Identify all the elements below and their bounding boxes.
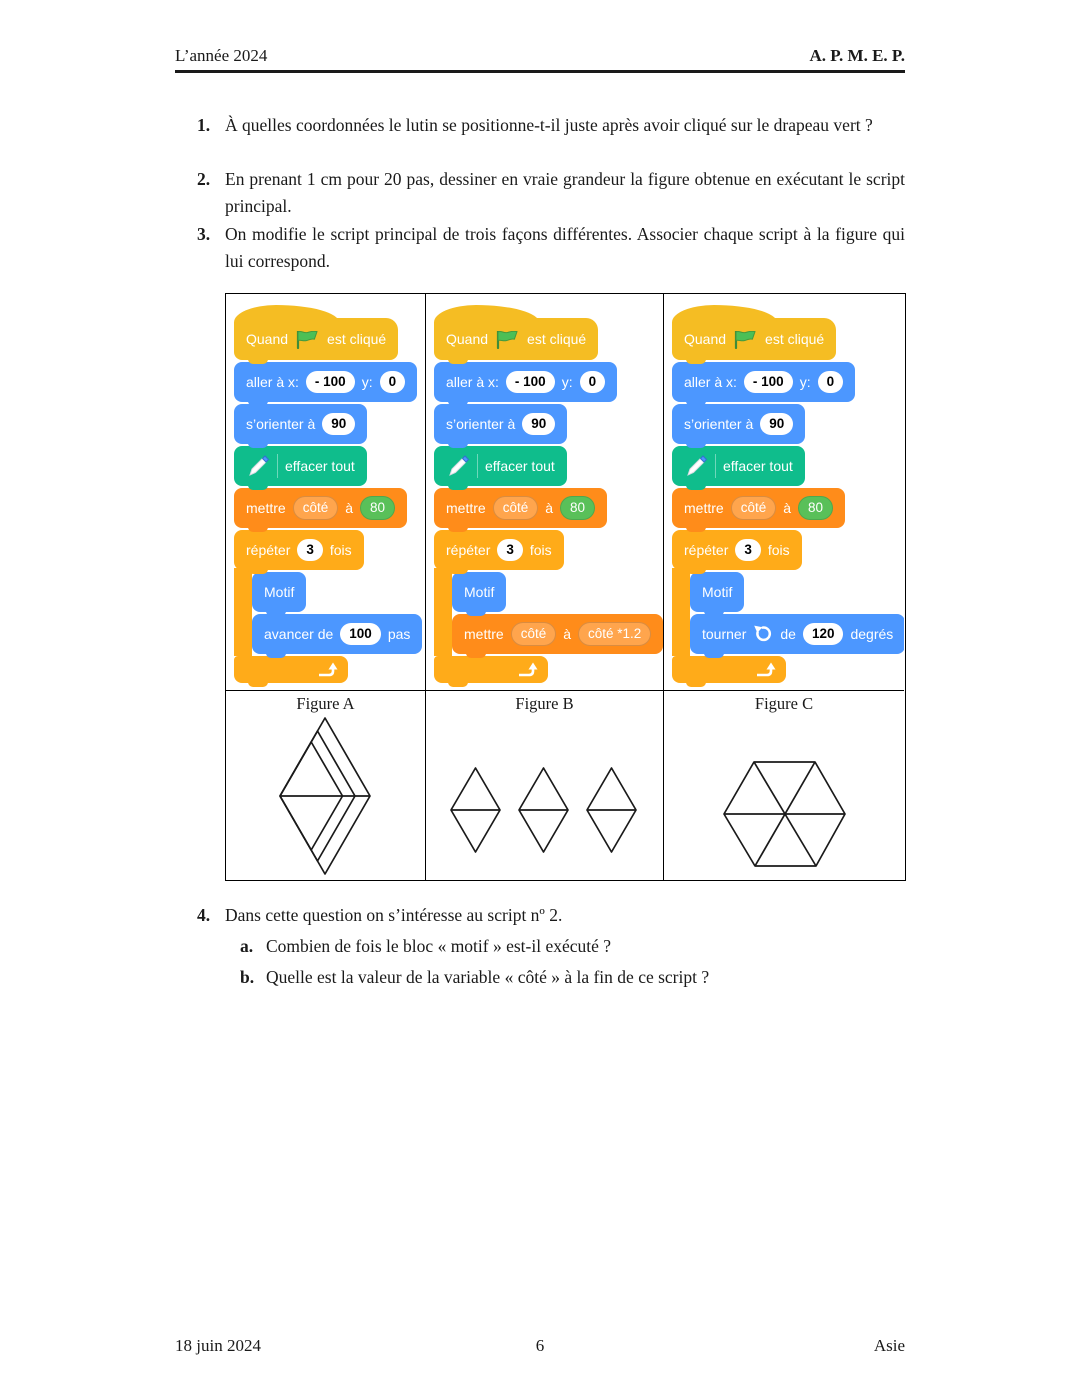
question-number: 4. <box>197 905 211 925</box>
question-number: 2. <box>197 169 211 189</box>
block-motif <box>252 572 306 612</box>
block-motif <box>452 572 506 612</box>
divider <box>477 454 478 478</box>
block-text: Quand <box>246 331 289 347</box>
script-1-cell <box>226 294 425 690</box>
question-1 <box>197 112 905 139</box>
block-text: s’orienter à <box>246 416 316 432</box>
block-repeat-footer <box>234 656 348 683</box>
footer-region: Asie <box>873 1336 905 1355</box>
block-text: de <box>780 626 796 642</box>
value-times: 3 <box>497 539 523 561</box>
value-direction: 90 <box>322 413 355 435</box>
value-x: - 100 <box>506 371 555 393</box>
block-text: Motif <box>264 584 295 600</box>
block-set-variable <box>672 488 845 528</box>
block-repeat-header <box>234 530 364 570</box>
scratch-script-2 <box>434 318 663 683</box>
script-2-cell <box>425 294 663 690</box>
block-erase-all <box>672 446 805 486</box>
block-text: y: <box>799 374 811 390</box>
header-apmep: A. P. M. E. P. <box>809 46 905 65</box>
divider <box>715 454 716 478</box>
block-repeat-header <box>434 530 564 570</box>
block-point-in-direction <box>234 404 367 444</box>
value-direction: 90 <box>760 413 793 435</box>
block-text: mettre <box>446 500 486 516</box>
block-repeat-footer <box>434 656 548 683</box>
block-set-variable <box>234 488 407 528</box>
block-when-flag-clicked <box>234 318 398 360</box>
block-text: à <box>545 500 554 516</box>
loop-arrow-icon <box>754 661 776 678</box>
value-y: 0 <box>818 371 844 393</box>
value-y: 0 <box>380 371 406 393</box>
block-text: effacer tout <box>285 458 355 474</box>
figure-c-drawing <box>664 714 904 878</box>
block-set-variable-expr <box>452 614 663 654</box>
block-go-to-xy <box>434 362 617 402</box>
scratch-script-3 <box>672 318 904 683</box>
block-text: aller à x: <box>246 374 299 390</box>
repeat-body <box>672 570 904 654</box>
block-when-flag-clicked <box>672 318 836 360</box>
block-text: fois <box>767 542 790 558</box>
block-text: est cliqué <box>327 331 387 347</box>
figure-b-cell <box>425 690 663 880</box>
block-text: est cliqué <box>527 331 587 347</box>
block-repeat <box>672 530 904 683</box>
value-direction: 90 <box>522 413 555 435</box>
figure-b-drawing <box>426 714 663 878</box>
question-text: En prenant 1 cm pour 20 pas, dessiner en vraie grandeur la figure obtenue en exécutant le script principal. <box>225 169 905 216</box>
loop-arrow-icon <box>316 661 338 678</box>
block-text: à <box>783 500 792 516</box>
turn-counterclockwise-icon <box>753 624 773 644</box>
block-text: mettre <box>246 500 286 516</box>
scratch-script-1 <box>234 318 425 683</box>
loop-arrow-icon <box>516 661 538 678</box>
question-2 <box>197 166 905 220</box>
block-point-in-direction <box>434 404 567 444</box>
sub-question-text: Quelle est la valeur de la variable « côté » à la fin de ce script ? <box>266 967 710 987</box>
block-text: répéter <box>246 542 291 558</box>
sub-question-letter: a. <box>240 936 254 956</box>
variable-cote: côté <box>731 496 777 520</box>
block-repeat <box>234 530 422 683</box>
block-text: Quand <box>684 331 727 347</box>
block-go-to-xy <box>672 362 855 402</box>
block-text: s’orienter à <box>684 416 754 432</box>
block-text: répéter <box>446 542 491 558</box>
block-repeat-header <box>672 530 802 570</box>
block-text: effacer tout <box>485 458 555 474</box>
green-flag-icon <box>495 330 520 349</box>
value-x: - 100 <box>306 371 355 393</box>
repeat-body <box>434 570 663 654</box>
block-repeat-footer <box>672 656 786 683</box>
footer-page-number: 6 <box>535 1336 545 1355</box>
block-move-steps <box>252 614 422 654</box>
figure-c-label: Figure C <box>754 694 814 713</box>
question-4a <box>240 933 905 960</box>
block-text: aller à x: <box>446 374 499 390</box>
figure-c-cell <box>663 690 904 880</box>
pen-icon <box>684 454 708 478</box>
green-flag-icon <box>733 330 758 349</box>
block-text: mettre <box>684 500 724 516</box>
block-text: aller à x: <box>684 374 737 390</box>
figure-a-label: Figure A <box>296 694 355 713</box>
value-degrees: 120 <box>803 623 844 645</box>
question-number: 1. <box>197 115 211 135</box>
value-x: - 100 <box>744 371 793 393</box>
variable-cote: côté <box>293 496 339 520</box>
question-3 <box>197 221 905 275</box>
value-times: 3 <box>735 539 761 561</box>
sub-question-letter: b. <box>240 967 255 987</box>
expression-cote-times: côté *1.2 <box>578 622 651 646</box>
block-go-to-xy <box>234 362 417 402</box>
variable-cote: côté <box>493 496 539 520</box>
block-point-in-direction <box>672 404 805 444</box>
block-text: y: <box>561 374 573 390</box>
green-flag-icon <box>295 330 320 349</box>
block-text: y: <box>361 374 373 390</box>
block-repeat <box>434 530 663 683</box>
value-times: 3 <box>297 539 323 561</box>
block-text: avancer de <box>264 626 334 642</box>
block-text: degrés <box>850 626 894 642</box>
figure-b-label: Figure B <box>515 694 574 713</box>
script-3-cell <box>663 294 904 690</box>
repeat-body <box>234 570 422 654</box>
block-text: Motif <box>464 584 495 600</box>
value-steps: 100 <box>340 623 381 645</box>
block-text: fois <box>529 542 552 558</box>
block-erase-all <box>234 446 367 486</box>
header-year: L’année 2024 <box>175 46 268 65</box>
question-text: À quelles coordonnées le lutin se positionne-t-il juste après avoir cliqué sur le drapeau vert ? <box>225 115 873 135</box>
block-text: est cliqué <box>765 331 825 347</box>
value-80: 80 <box>798 496 833 520</box>
question-text: On modifie le script principal de trois façons différentes. Associer chaque script à la figure qui lui correspond. <box>225 224 905 271</box>
block-text: à <box>563 626 572 642</box>
block-text: Quand <box>446 331 489 347</box>
value-80: 80 <box>560 496 595 520</box>
variable-cote: côté <box>511 622 557 646</box>
footer-date: 18 juin 2024 <box>175 1336 261 1355</box>
block-erase-all <box>434 446 567 486</box>
block-turn-degrees <box>690 614 904 654</box>
pen-icon <box>446 454 470 478</box>
block-text: à <box>345 500 354 516</box>
block-text: répéter <box>684 542 729 558</box>
block-text: fois <box>329 542 352 558</box>
divider <box>277 454 278 478</box>
question-4 <box>197 902 905 991</box>
block-text: mettre <box>464 626 504 642</box>
header-rule <box>175 70 905 73</box>
question-text: Dans cette question on s’intéresse au script nº 2. <box>225 905 563 925</box>
pen-icon <box>246 454 270 478</box>
block-text: s’orienter à <box>446 416 516 432</box>
block-text: Motif <box>702 584 733 600</box>
block-motif <box>690 572 744 612</box>
figure-a-cell <box>226 690 425 880</box>
block-text: tourner <box>702 626 747 642</box>
value-y: 0 <box>580 371 606 393</box>
scripts-figures-table <box>225 293 906 881</box>
figure-a-drawing <box>226 714 425 878</box>
block-text: pas <box>387 626 411 642</box>
block-set-variable <box>434 488 607 528</box>
question-4b <box>240 964 905 991</box>
sub-question-text: Combien de fois le bloc « motif » est-il exécuté ? <box>266 936 612 956</box>
block-text: effacer tout <box>723 458 793 474</box>
question-number: 3. <box>197 224 211 244</box>
value-80: 80 <box>360 496 395 520</box>
block-when-flag-clicked <box>434 318 598 360</box>
